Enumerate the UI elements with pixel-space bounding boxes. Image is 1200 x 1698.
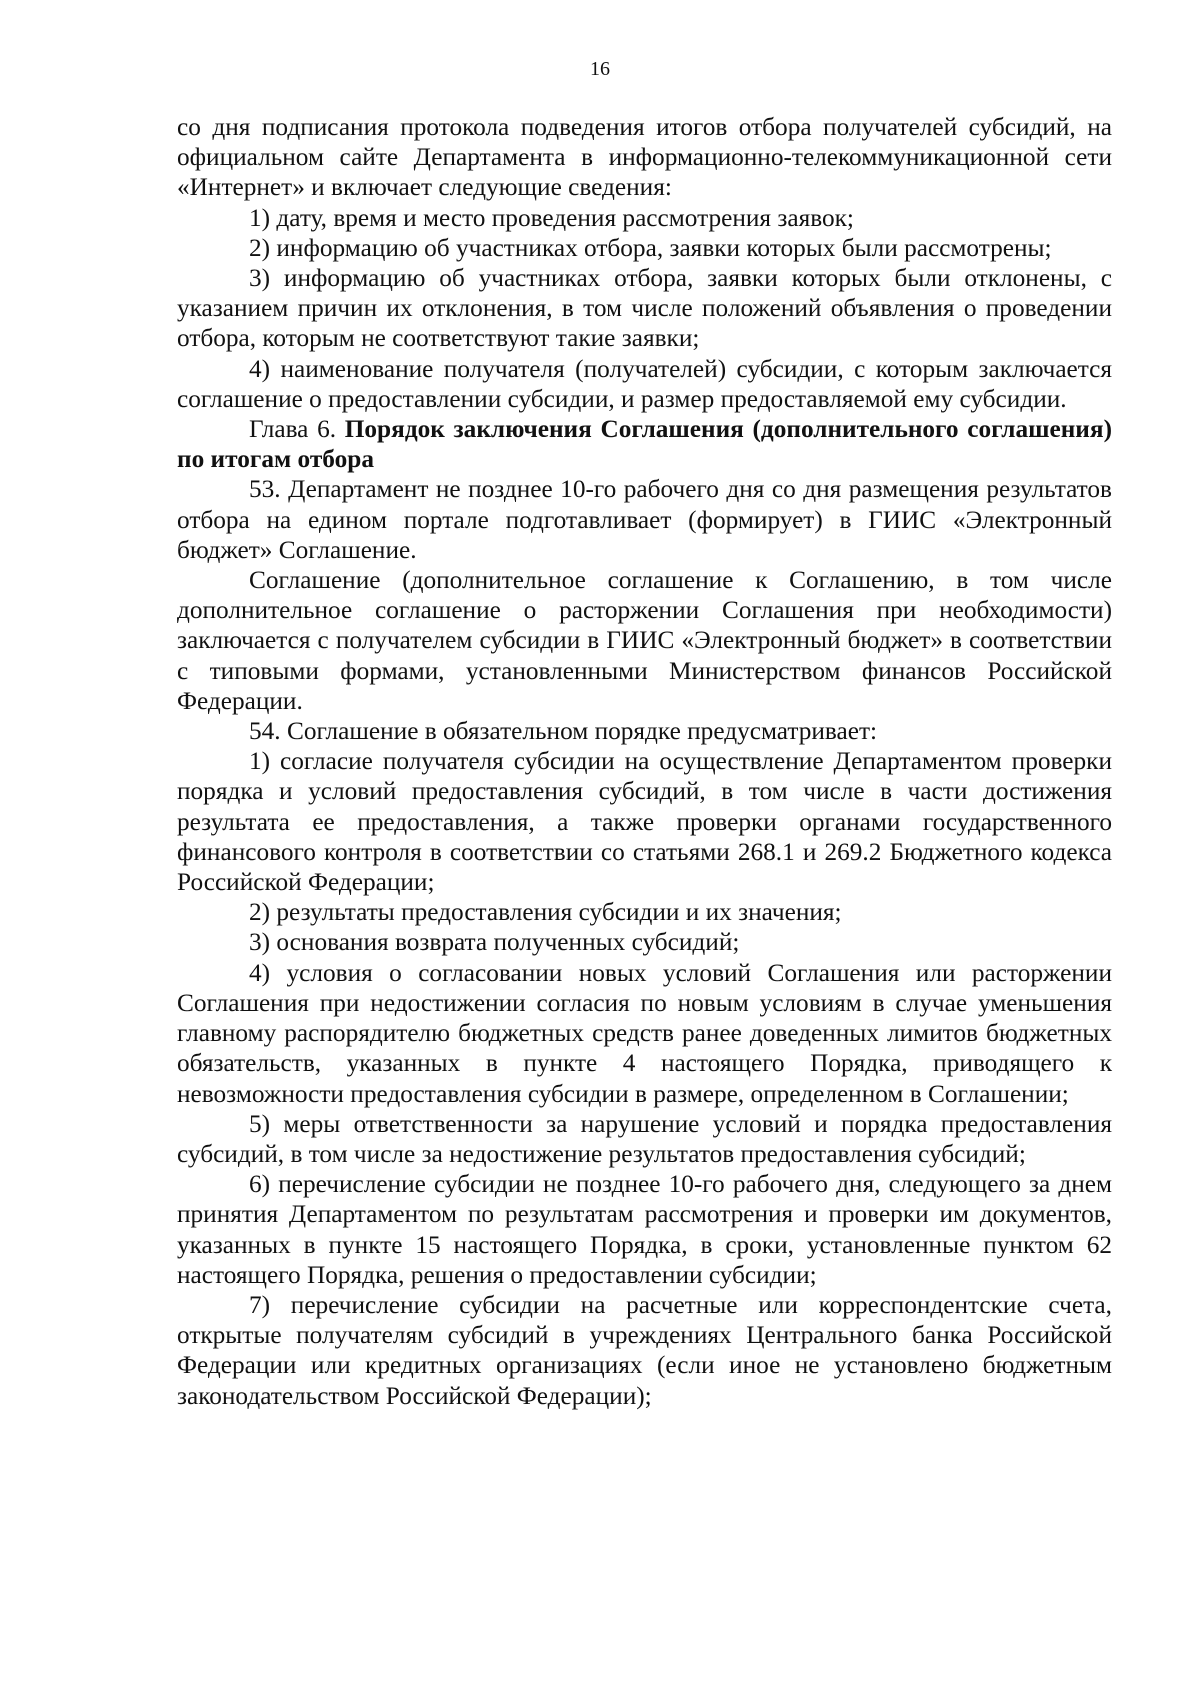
paragraph: 53. Департамент не позднее 10-го рабочего дня со дня размещения результатов отбора на едином портале подготавливает (формирует) в ГИИС «Электронный бюджет» Соглашение. (177, 475, 1112, 564)
paragraph: 54. Соглашение в обязательном порядке предусматривает: (249, 717, 878, 746)
chapter-heading (177, 414, 1112, 474)
paragraphs-after (177, 474, 1112, 1410)
document-body (177, 112, 1112, 1411)
paragraph: со дня подписания протокола подведения итогов отбора получателей субсидий, на официальном сайте Департамента в информационно-телекоммуникационной сети «Интернет» и включает следующие сведения: (177, 113, 1112, 202)
chapter-title: Порядок заключения Соглашения (дополнительного соглашения) по итогам отбора (177, 415, 1112, 474)
list-item: 5) меры ответственности за нарушение условий и порядка предоставления субсидий, в том числе за недостижение результатов предоставления субсидий; (177, 1109, 1112, 1168)
paragraph: Соглашение (дополнительное соглашение к Соглашению, в том числе дополнительное соглашение о расторжении Соглашения при необходимости) заключается с получателем субсидии в ГИИС «Электронный бюджет» в соответствии с типовыми формами, установленными Министерством финансов Российской Федерации. (177, 566, 1112, 715)
chapter-prefix: Глава 6. (249, 415, 345, 444)
page-number: 16 (590, 58, 610, 80)
list-item: 1) согласие получателя субсидии на осуществление Департаментом проверки порядка и условий предоставления субсидий, в том числе в части достижения результата ее предоставления, а также проверки органами государственного финансового контроля в соответствии со статьями 268.1 и 269.2 Бюджетного кодекса Российской Федерации; (177, 747, 1112, 897)
list-item: 1) дату, время и место проведения рассмотрения заявок; (249, 203, 854, 232)
paragraphs-before (177, 112, 1112, 414)
list-item: 3) информацию об участниках отбора, заявки которых были отклонены, с указанием причин их отклонения, в том числе положений объявления о проведении отбора, которым не соответствуют такие заявки; (177, 264, 1112, 353)
list-item: 6) перечисление субсидии не позднее 10-го рабочего дня, следующего за днем принятия Департаментом по результатам рассмотрения и проверки им документов, указанных в пункте 15 настоящего Порядка, в сроки, установленные пунктом 62 настоящего Порядка, решения о предоставлении субсидии; (177, 1170, 1112, 1289)
list-item: 3) основания возврата полученных субсидий; (249, 928, 740, 957)
list-item: 2) информацию об участниках отбора, заявки которых были рассмотрены; (249, 233, 1052, 262)
list-item: 7) перечисление субсидии на расчетные или корреспондентские счета, открытые получателям субсидий в учреждениях Центрального банка Российской Федерации или кредитных организациях (если иное не установлено бюджетным законодательством Российской Федерации); (177, 1290, 1112, 1410)
list-item: 4) условия о согласовании новых условий Соглашения или расторжении Соглашения при недостижении согласия по новым условиям в случае уменьшения главному распорядителю бюджетных средств ранее доведенных лимитов бюджетных обязательств, указанных в пункте 4 настоящего Порядка, приводящего к невозможности предоставления субсидии в размере, определенном в Соглашении; (177, 958, 1112, 1108)
list-item: 2) результаты предоставления субсидии и их значения; (249, 898, 842, 927)
list-item: 4) наименование получателя (получателей) субсидии, с которым заключается соглашение о предоставлении субсидии, и размер предоставляемой ему субсидии. (177, 354, 1112, 413)
